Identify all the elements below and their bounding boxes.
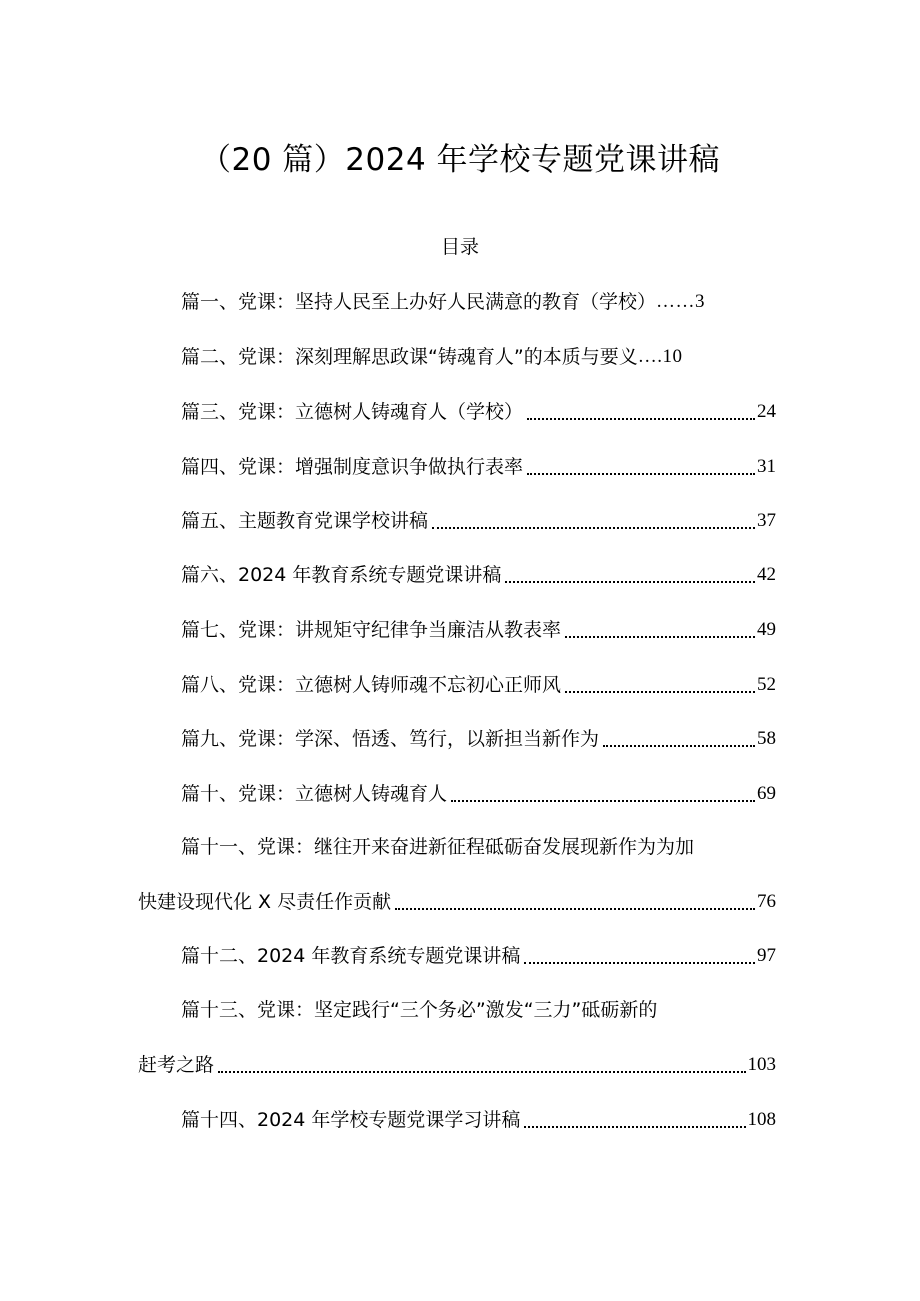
dot-leader — [395, 907, 755, 910]
toc-entry-2[interactable] — [138, 343, 776, 371]
toc-entry-label: 篇十四、2024 年学校专题党课学习讲稿 — [181, 1109, 521, 1131]
toc-entry-page: 31 — [757, 456, 776, 477]
toc-entry-label: 篇四、党课：增强制度意识争做执行表率 — [181, 456, 524, 478]
toc-entry-label: 篇十二、2024 年教育系统专题党课讲稿 — [181, 945, 521, 967]
toc-entry-label: 篇三、党课：立德树人铸魂育人（学校） — [181, 401, 524, 423]
dot-leader — [451, 799, 755, 802]
dot-leader — [527, 417, 755, 420]
toc-entry-5[interactable] — [138, 507, 776, 535]
toc-entry-page: 24 — [757, 401, 776, 422]
toc-entry-page: 49 — [757, 619, 776, 640]
toc-entry-page: 52 — [757, 674, 776, 695]
toc-entry-page: 3 — [695, 291, 706, 312]
toc-entry-page: 37 — [757, 510, 776, 531]
toc-entry-label: 篇九、党课：学深、悟透、笃行，以新担当新作为 — [181, 728, 600, 750]
toc-entry-label: 赶考之路 — [138, 1054, 215, 1076]
toc-entry-label: 篇一、党课：坚持人民至上办好人民满意的教育（学校） — [181, 291, 657, 313]
toc-entry-13-line1[interactable]: 篇十三、党课：坚定践行“三个务必”激发“三力”砥砺新的 — [181, 999, 658, 1021]
toc-entry-11-line1[interactable]: 篇十一、党课：继往开来奋进新征程砥砺奋发展现新作为为加 — [181, 836, 695, 858]
toc-entry-leader: …. — [637, 346, 663, 367]
toc-entry-page: 42 — [757, 564, 776, 585]
toc-entry-label: 篇八、党课：立德树人铸师魂不忘初心正师风 — [181, 674, 562, 696]
toc-entry-label: 篇十、党课：立德树人铸魂育人 — [181, 783, 448, 805]
dot-leader — [524, 961, 755, 964]
toc-entry-label: 篇二、党课：深刻理解思政课“铸魂育人”的本质与要义 — [181, 346, 638, 368]
toc-entry-3[interactable] — [138, 398, 776, 426]
toc-entry-9[interactable] — [138, 725, 776, 753]
toc-entry-label: 篇七、党课：讲规矩守纪律争当廉洁从教表率 — [181, 619, 562, 641]
dot-leader — [565, 635, 755, 638]
toc-entry-page: 58 — [757, 728, 776, 749]
toc-entry-page: 76 — [757, 891, 776, 912]
toc-entry-8[interactable] — [138, 671, 776, 699]
toc-entry-10[interactable] — [138, 780, 776, 808]
dot-leader — [432, 526, 755, 529]
toc-entry-page: 10 — [662, 346, 683, 367]
toc-entry-11-line2[interactable] — [138, 888, 776, 916]
toc-entry-label: 快建设现代化 X 尽责任作贡献 — [138, 891, 392, 913]
toc-entry-page: 97 — [757, 945, 776, 966]
document-title: （20 篇）2024 年学校专题党课讲稿 — [199, 142, 721, 178]
toc-entry-14[interactable] — [138, 1106, 776, 1134]
dot-leader — [218, 1070, 745, 1073]
dot-leader — [527, 472, 755, 475]
toc-entry-4[interactable] — [138, 453, 776, 481]
toc-entry-page: 103 — [747, 1054, 776, 1075]
toc-entry-page: 108 — [747, 1109, 776, 1130]
toc-entry-6[interactable] — [138, 561, 776, 589]
dot-leader — [603, 744, 755, 747]
toc-entry-leader: …… — [656, 291, 696, 312]
toc-entry-12[interactable] — [138, 942, 776, 970]
toc-entry-1[interactable] — [138, 288, 776, 316]
dot-leader — [565, 690, 755, 693]
toc-entry-label: 篇六、2024 年教育系统专题党课讲稿 — [181, 564, 502, 586]
toc-entry-label: 篇五、主题教育党课学校讲稿 — [181, 510, 429, 532]
dot-leader — [505, 580, 755, 583]
dot-leader — [524, 1125, 745, 1128]
toc-heading: 目录 — [440, 236, 479, 258]
toc-entry-13-line2[interactable] — [138, 1051, 776, 1079]
toc-entry-page: 69 — [757, 783, 776, 804]
toc-entry-7[interactable] — [138, 616, 776, 644]
